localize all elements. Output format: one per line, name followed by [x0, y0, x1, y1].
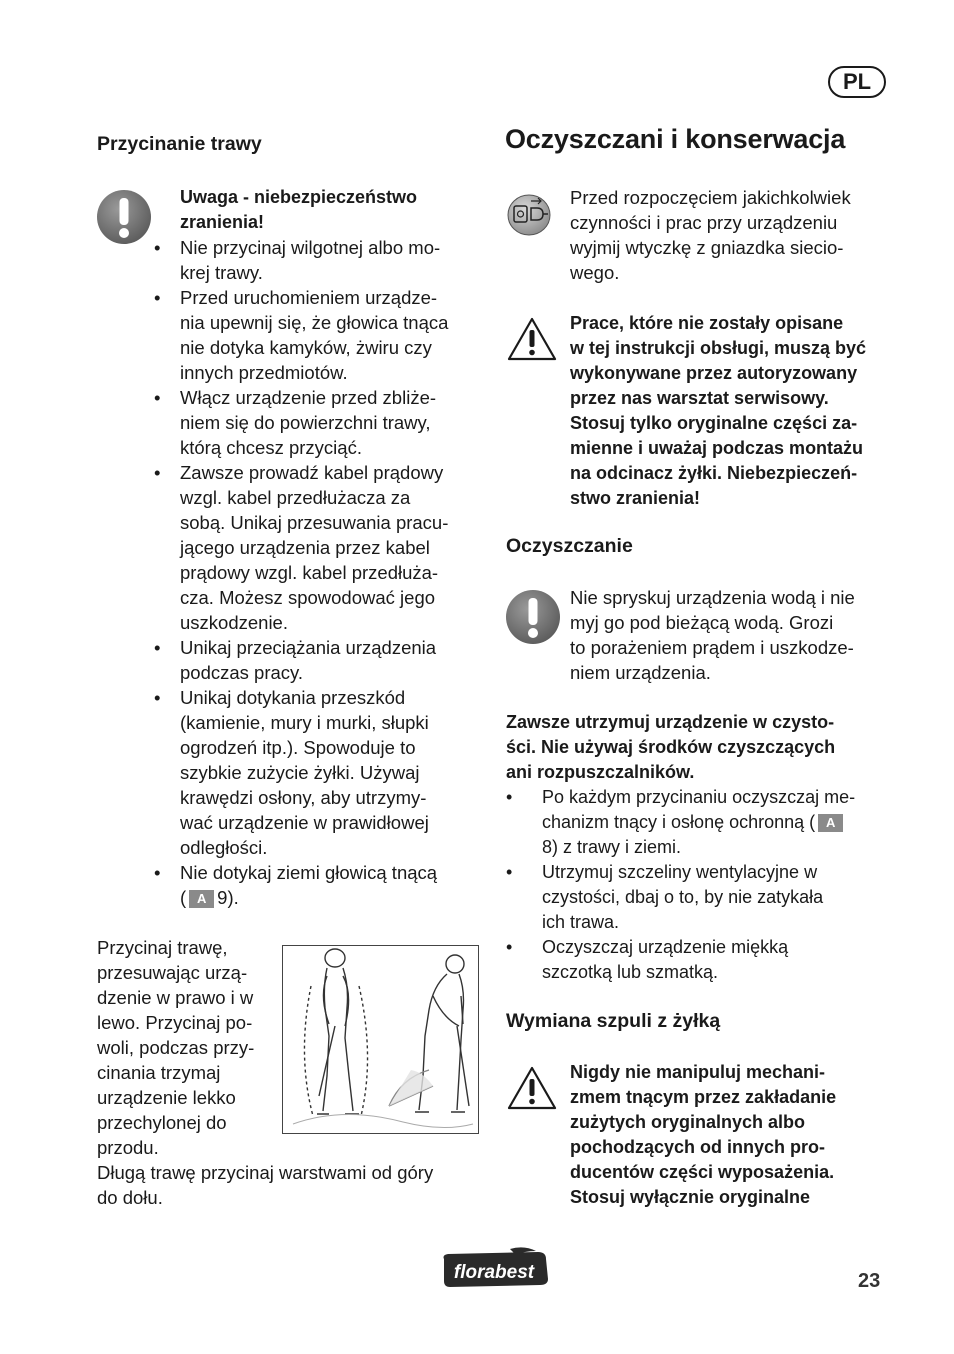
list-item: • Nie dotykaj ziemi głowicą tnącą ( A 9).	[154, 862, 438, 908]
page-title: Oczyszczani i konserwacja	[505, 124, 846, 154]
exclamation-circle-icon	[96, 189, 152, 245]
exclamation-circle-icon	[505, 589, 561, 645]
florabest-logo	[438, 1247, 552, 1289]
list-item: • Zawsze prowadź kabel prądowy wzgl. kabel przedłużacza za sobą. Unikaj przesuwania pracu- jącego urządzenia przez kabel prądowy wzgl. kabel przedłuża- cza. Możesz spowodować jego uszkodzenie.	[154, 462, 449, 633]
list-item: • Przed uruchomieniem urządze- nia upewnij się, że głowica tnąca nie dotyka kamyków, żwiru czy innych przedmiotów.	[154, 287, 449, 383]
unplug-instruction: Przed rozpoczęciem jakichkolwiek czynności i prac przy urządzeniu wyjmij wtyczkę z gniazdka siecio- wego.	[570, 187, 851, 283]
cleaning-bold-note: Zawsze utrzymuj urządzenie w czysto- ści. Nie używaj środków czyszczących ani rozpuszczalników.	[506, 712, 836, 782]
page-number: 23	[858, 1270, 881, 1292]
service-warning: Prace, które nie zostały opisane w tej instrukcji obsługi, muszą być wykonywane przez autoryzowany przez nas warsztat serwisowy. Stosuj tylko oryginalne części za- mienne i uważaj podczas montażu na odcinacz żyłki. Niebezpieczeń- stwo zranienia!	[570, 313, 867, 508]
list-item: • Po każdym przycinaniu oczyszczaj me- chanizm tnący i osłonę ochronną ( A 8) z trawy i ziemi.	[506, 787, 856, 857]
list-item: • Włącz urządzenie przed zbliże- niem się do powierzchni trawy, którą chcesz przyciąć.	[154, 387, 437, 458]
warning-triangle-icon	[506, 316, 558, 362]
figure-ref-a: A	[818, 814, 843, 832]
section-heading-cleaning: Oczyszczanie	[506, 535, 633, 557]
unplug-icon	[507, 194, 551, 236]
list-item: • Unikaj dotykania przeszkód (kamienie, mury i murki, słupki ogrodzeń itp.). Spowoduje to szybkie zużycie żyłki. Używaj krawędzi osłony, aby utrzymy- wać urządzenie w prawidłowej odległości.	[154, 687, 429, 858]
list-item: • Unikaj przeciążania urządzenia podczas pracy.	[154, 637, 437, 683]
mowing-instructions: Przycinaj trawę, przesuwając urzą- dzenie w prawo i w lewo. Przycinaj po- woli, podczas przy- cinania trzymaj urządzenie lekko przechylonej do przodu.	[97, 937, 255, 1158]
warning-title: Uwaga - niebezpieczeństwo zranienia!	[180, 187, 418, 232]
person-trimming-illustration	[283, 946, 478, 1133]
water-warning: Nie spryskuj urządzenia wodą i nie myj go pod bieżącą wodą. Grozi to porażeniem prądem i uszkodze- niem urządzenia.	[570, 587, 855, 683]
figure-ref-a: A	[189, 890, 214, 908]
cleaning-bullet-list	[506, 785, 896, 985]
long-grass-note: Długą trawę przycinaj warstwami od góry do dołu.	[97, 1162, 434, 1208]
list-item: • Utrzymuj szczeliny wentylacyjne w czystości, dbaj o to, by nie zatykała ich trawa.	[506, 862, 824, 932]
section-heading-trimming: Przycinanie trawy	[97, 133, 262, 155]
list-item: • Nie przycinaj wilgotnej albo mo- krej trawy.	[154, 237, 441, 283]
warning-triangle-icon	[506, 1065, 558, 1111]
spool-warning: Nigdy nie manipuluj mechani- zmem tnącym przez zakładanie zużytych oryginalnych albo pochodzących od innych pro- ducentów części wyposażenia. Stosuj wyłącznie oryginalne	[570, 1062, 837, 1207]
svg-text:florabest: florabest	[453, 1262, 535, 1283]
list-item: • Oczyszczaj urządzenie miękką szczotką lub szmatką.	[506, 937, 789, 982]
section-heading-spool: Wymiana szpuli z żyłką	[506, 1010, 721, 1032]
language-badge: PL	[828, 66, 886, 98]
trimming-illustration	[282, 945, 479, 1134]
trimming-bullet-list	[154, 235, 484, 910]
